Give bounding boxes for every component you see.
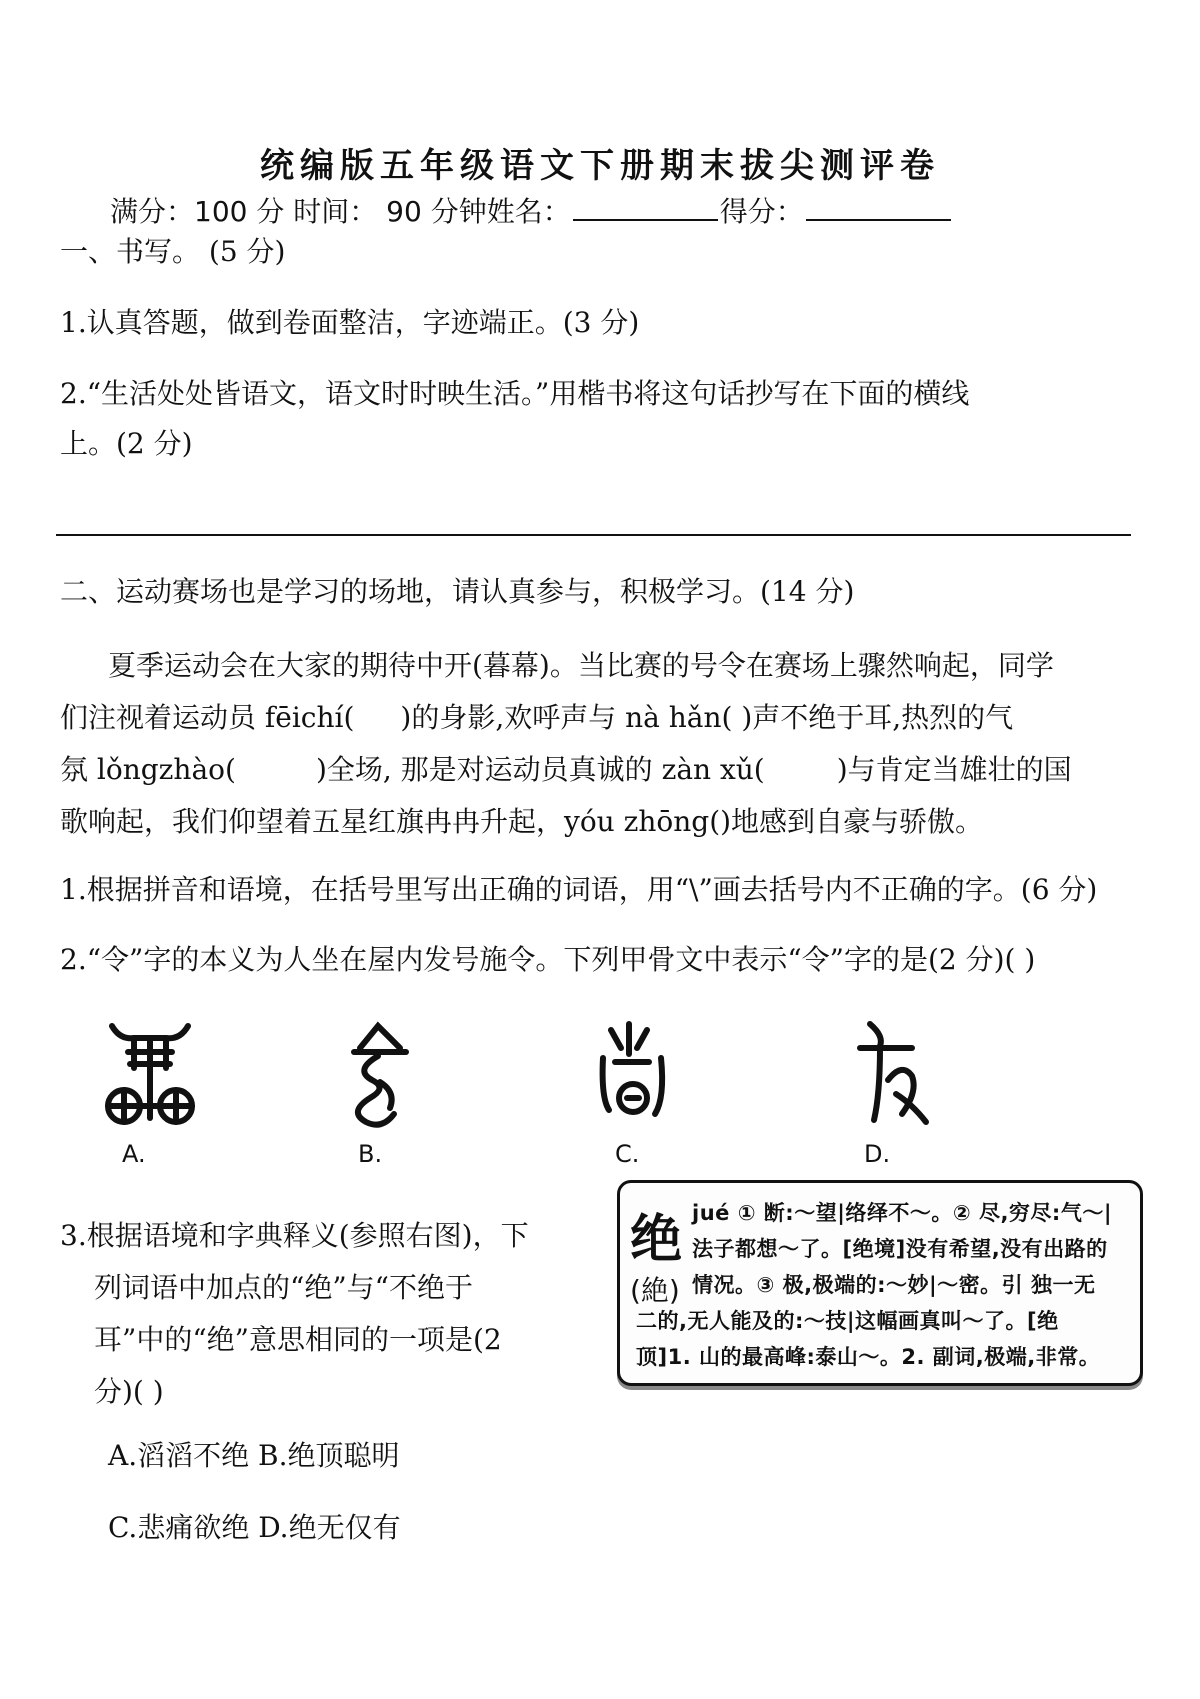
score-blank[interactable] [806, 193, 951, 221]
name-label: 姓名： [486, 195, 571, 228]
section2-heading: 二、运动赛场也是学习的场地，请认真参与，积极学习。(14 分) [60, 575, 855, 608]
oracle-glyph-d-icon [840, 1018, 960, 1133]
passage [60, 640, 1156, 848]
oracle-label-d: D. [864, 1140, 891, 1168]
dict-line-4: 二的,无人能及的:～技|这幅画真叫～了。[绝 [636, 1309, 1059, 1333]
copy-answer-line[interactable] [56, 534, 1131, 536]
q3-line-4: 分)( ) [94, 1375, 164, 1408]
time-limit: 时间： 90 分钟 [293, 195, 487, 228]
full-score: 满分：100 分 [110, 195, 285, 228]
dict-line-3: 情况。③ 极,极端的:～妙|～密。引 独一无 [692, 1273, 1096, 1297]
q3-line-3: 耳”中的“绝”意思相同的一项是(2 [94, 1323, 502, 1356]
oracle-glyph-c-icon [575, 1018, 695, 1133]
passage-line-2a: 们注视着运动员 fēichí( [60, 701, 355, 734]
section1-q2-line1: 2.“生活处处皆语文，语文时时映生活。”用楷书将这句话抄写在下面的横线 [60, 377, 970, 410]
dict-traditional: (絶) [630, 1274, 680, 1307]
section2-q2: 2.“令”字的本义为人坐在屋内发号施令。下列甲骨文中表示“令”字的是(2 分)( ) [60, 943, 1036, 976]
score-label: 得分： [719, 195, 804, 228]
oracle-label-c: C. [615, 1140, 640, 1168]
dict-definition-bottom [636, 1303, 1126, 1375]
section1-q2-line2: 上。(2 分) [60, 427, 193, 460]
name-blank[interactable] [573, 193, 718, 221]
oracle-label-a: A. [122, 1140, 146, 1168]
passage-line-3a: 氛 lǒngzhào( [60, 753, 236, 786]
dictionary-entry-box [617, 1180, 1143, 1386]
dict-line-2: 法子都想～了。[绝境]没有希望,没有出路的 [692, 1237, 1108, 1261]
section2-q1: 1.根据拼音和语境，在括号里写出正确的词语，用“\”画去括号内不正确的字。(6 分) [60, 873, 1098, 906]
passage-line-3b: )全场, 那是对运动员真诚的 zàn xǔ( [315, 753, 765, 786]
dict-headword: 绝 [630, 1210, 683, 1270]
passage-line-4: 歌响起，我们仰望着五星红旗冉冉升起，yóu zhōng()地感到自豪与骄傲。 [60, 805, 984, 838]
section2-q3 [60, 1210, 600, 1418]
oracle-label-b: B. [358, 1140, 383, 1168]
page-title: 统编版五年级语文下册期末拔尖测评卷 [260, 146, 940, 186]
oracle-glyph-a-icon [90, 1018, 210, 1133]
q3-options-row-2: C.悲痛欲绝 D.绝无仅有 [108, 1511, 401, 1544]
section1-q1: 1.认真答题，做到卷面整洁，字迹端正。(3 分) [60, 306, 640, 339]
passage-line-2b: )的身影,欢呼声与 nà hǎn( )声不绝于耳,热烈的气 [400, 701, 1014, 734]
passage-line-1: 夏季运动会在大家的期待中开(暮幕)。当比赛的号令在赛场上骤然响起，同学 [108, 649, 1054, 682]
dict-line-5: 顶]1. 山的最高峰:泰山～。2. 副词,极端,非常。 [636, 1345, 1101, 1369]
q3-line-2: 列词语中加点的“绝”与“不绝于 [94, 1271, 473, 1304]
q3-options-row-1: A.滔滔不绝 B.绝顶聪明 [108, 1439, 400, 1472]
q3-line-1: 3.根据语境和字典释义(参照右图)，下 [60, 1219, 529, 1252]
dict-line-1: jué ① 断:～望|络绎不～。② 尽,穷尽:气～| [692, 1201, 1112, 1225]
section1-heading: 一、书写。 (5 分) [60, 235, 286, 268]
passage-line-3c: )与肯定当雄壮的国 [836, 753, 1072, 786]
exam-meta [110, 190, 953, 230]
oracle-glyph-b-icon [320, 1018, 440, 1133]
dict-definition-top [692, 1195, 1132, 1303]
